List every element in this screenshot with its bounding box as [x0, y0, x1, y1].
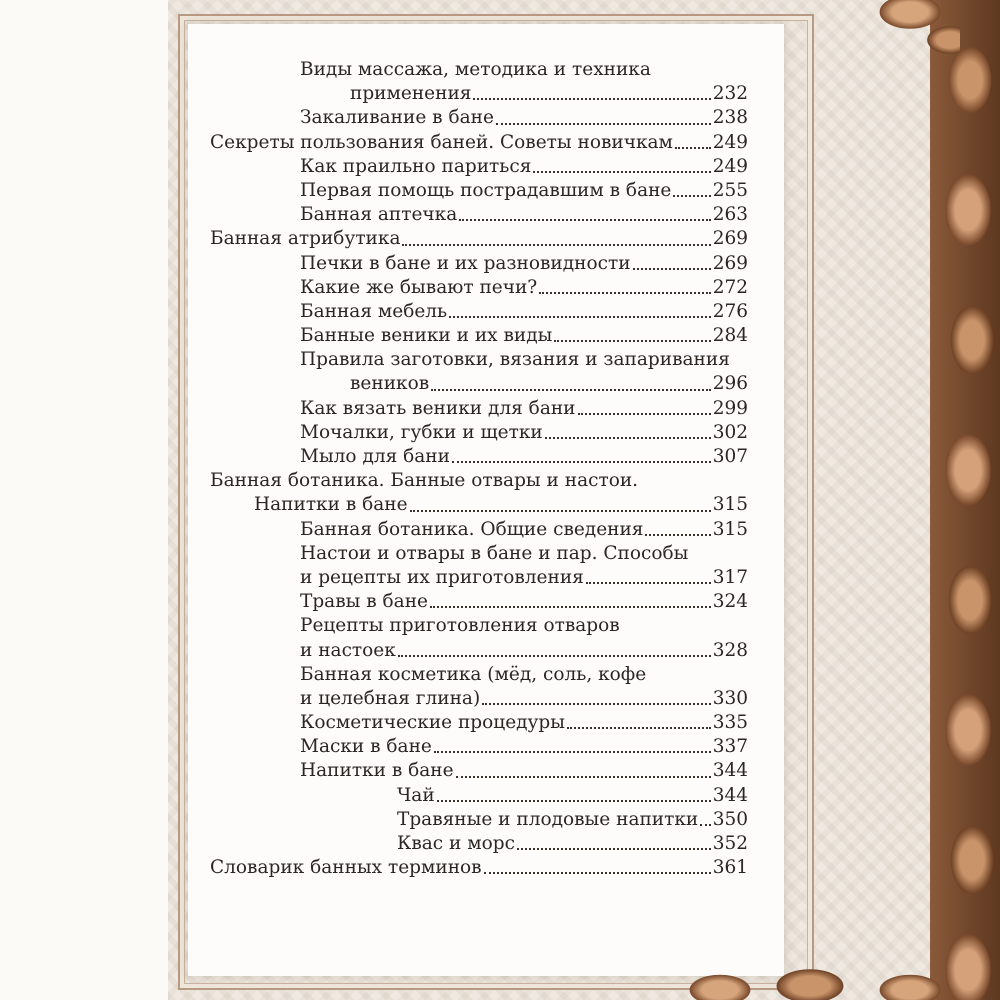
toc-entry: Секреты пользования баней. Советы новичкам 249 — [210, 131, 748, 155]
toc-page-number: 269 — [712, 252, 748, 274]
toc-entry: Напитки в бане 344 — [210, 759, 748, 783]
toc-page-number: 263 — [712, 204, 748, 226]
ornament-corner-top — [840, 0, 960, 60]
toc-page-number: 352 — [712, 833, 748, 854]
toc-entry: Виды массажа, методика и техника — [300, 59, 651, 80]
toc-entry: и целебная глина) 330 — [210, 687, 748, 711]
toc-page-number: 344 — [712, 784, 748, 806]
toc-entry: применения 232 — [210, 82, 748, 106]
toc-page-number: 299 — [712, 397, 748, 419]
toc-page-number: 238 — [712, 107, 748, 129]
toc-page-number: 317 — [712, 566, 748, 588]
toc-page-number: 284 — [712, 325, 748, 347]
toc-entry: Мыло для бани 307 — [210, 445, 748, 469]
toc-entry: Квас и морс 352 — [210, 832, 748, 856]
carved-ornament-border — [930, 0, 1000, 1000]
toc-page-number: 302 — [712, 421, 748, 443]
toc-entry: Банная ботаника. Общие сведения 315 — [210, 518, 748, 542]
toc-page-number: 315 — [712, 494, 748, 516]
toc-entry: веников 296 — [210, 372, 748, 396]
toc-entry: Травы в бане 324 — [210, 590, 748, 614]
toc-entry: Какие же бывают печи? 272 — [210, 276, 748, 300]
toc-entry: Напитки в бане 315 — [210, 493, 748, 517]
toc-page-number: 350 — [712, 808, 748, 830]
toc-page-number: 249 — [712, 131, 748, 153]
toc-entry: Закаливание в бане 238 — [210, 106, 748, 130]
toc-page-number: 361 — [712, 857, 748, 879]
toc-entry: и настоек 328 — [210, 639, 748, 663]
toc-entry: Правила заготовки, вязания и запаривания — [300, 349, 730, 371]
toc-page-number: 324 — [712, 591, 748, 613]
toc-page-number: 330 — [712, 687, 748, 709]
toc-page-number: 315 — [712, 518, 748, 540]
toc-page-number: 296 — [712, 373, 748, 395]
toc-page-number: 337 — [712, 736, 748, 758]
toc-entry: Настои и отвары в бане и пар. Способы — [300, 542, 689, 564]
toc-entry: Как праильно париться 249 — [210, 155, 748, 179]
toc-entry: Печки в бане и их разновидности 269 — [210, 252, 748, 276]
toc-page-number: 328 — [712, 639, 748, 661]
toc-page-number: 307 — [712, 446, 748, 467]
toc-page-number: 232 — [712, 83, 748, 105]
toc-page-number: 272 — [712, 276, 748, 298]
toc-entry: и рецепты их приготовления 317 — [210, 566, 748, 590]
toc-entry: Банные веники и их виды 284 — [210, 324, 748, 348]
toc-entry: Рецепты приготовления отваров — [300, 615, 620, 637]
toc-entry: Банная атрибутика 269 — [210, 227, 748, 251]
toc-page-number: 276 — [712, 300, 748, 322]
table-of-contents — [210, 58, 748, 880]
ornament-corner-bottom — [660, 960, 960, 1000]
toc-entry: Косметические процедуры 335 — [210, 711, 748, 735]
toc-page-number: 269 — [712, 228, 748, 250]
toc-page-number: 344 — [712, 760, 748, 782]
toc-entry: Маски в бане 337 — [210, 735, 748, 759]
toc-entry: Банная мебель 276 — [210, 300, 748, 324]
toc-entry: Банная косметика (мёд, соль, кофе — [300, 663, 647, 685]
toc-page-number: 255 — [712, 179, 748, 201]
toc-page-number: 335 — [712, 712, 748, 734]
toc-page-number: 249 — [712, 155, 748, 177]
toc-entry: Банная аптечка 263 — [210, 203, 748, 227]
toc-entry: Как вязать веники для бани 299 — [210, 397, 748, 421]
toc-entry: Словарик банных терминов 361 — [210, 856, 748, 880]
toc-entry: Первая помощь пострадавшим в бане 255 — [210, 179, 748, 203]
toc-entry: Травяные и плодовые напитки 350 — [210, 808, 748, 832]
toc-entry: Мочалки, губки и щетки 302 — [210, 421, 748, 445]
toc-entry: Банная ботаника. Банные отвары и настои. — [210, 470, 639, 492]
toc-entry: Чай 344 — [210, 784, 748, 808]
